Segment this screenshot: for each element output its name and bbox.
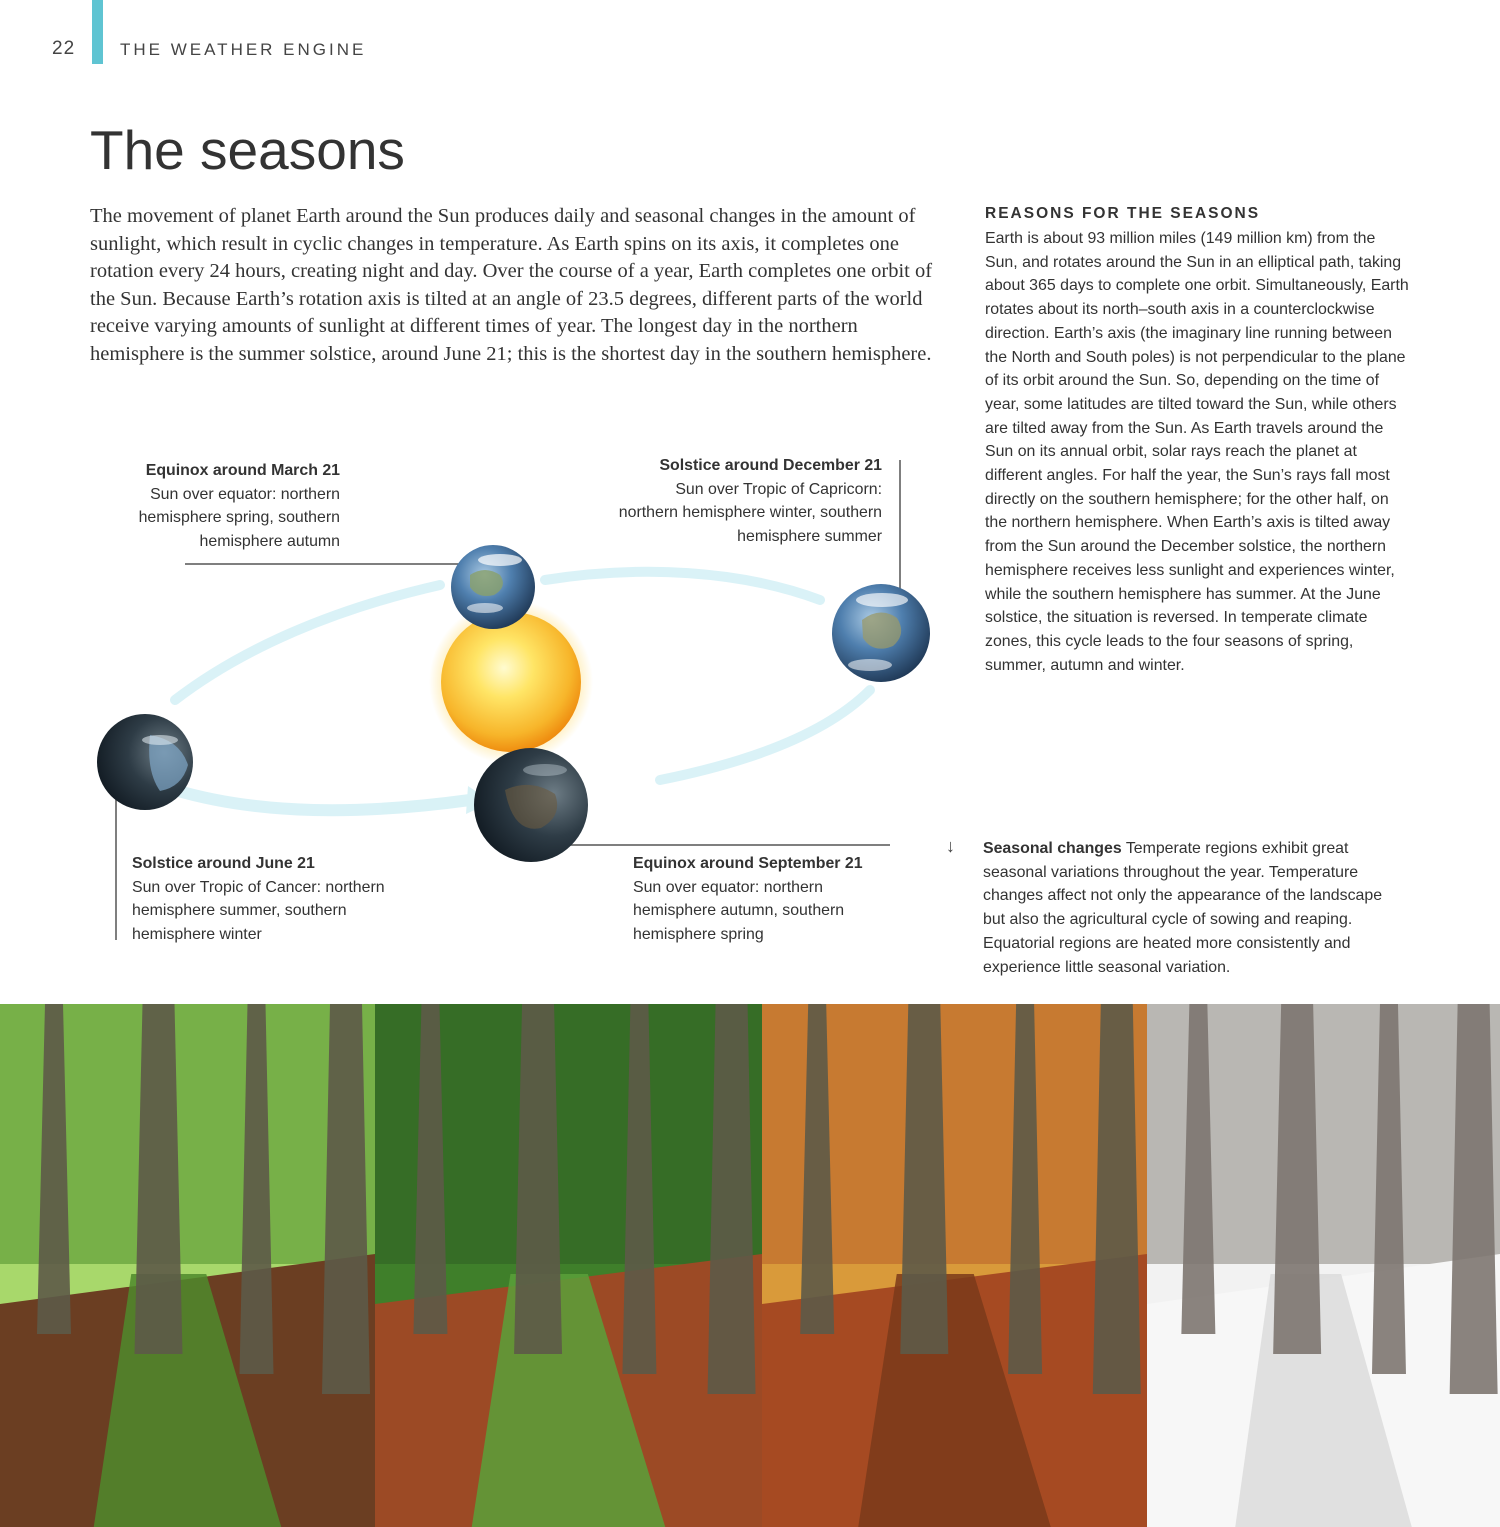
intro-paragraph: The movement of planet Earth around the Sun produces daily and seasonal changes in the amount of sunlight, which result in cyclic changes in temperature. As Earth spins on its axis, it completes one rotation every 24 hours, creating night and day. Over the course of a year, Earth completes one orbit of the Sun. Because Earth’s rotation axis is tilted at an angle of 23.5 degrees, different parts of the world receive varying amounts of sunlight at different times of year. The longest day in the northern hemisphere is the summer solstice, around June 21; this is the shortest day in the southern hemisphere.: [90, 205, 933, 365]
label-june-desc: Sun over Tropic of Cancer: northern hemisphere summer, southern hemisphere winter: [132, 878, 385, 944]
photo-spring: [0, 1004, 375, 1527]
label-september-equinox: [633, 852, 903, 947]
seasonal-photo-strip: [0, 1004, 1500, 1527]
label-june-solstice: [132, 852, 402, 947]
section-label: THE WEATHER ENGINE: [120, 40, 367, 59]
photo-autumn: [762, 1004, 1147, 1527]
earth-june: [97, 714, 193, 810]
earth-september: [474, 748, 588, 862]
earth-december: [832, 584, 930, 682]
label-september-title: Equinox around September 21: [633, 855, 863, 872]
label-march-equinox: [70, 459, 340, 554]
down-arrow-icon: ↓: [946, 836, 955, 856]
sidebar-body: Earth is about 93 million miles (149 million km) from the Sun, and rotates around the Sun in an elliptical path, taking about 365 days to complete one orbit. Simultaneously, Earth rotates about its north–south axis in a counterclockwise direction. Earth’s axis (the imaginary line running between the North and South poles) is not perpendicular to the plane of its orbit around the Sun. So, depending on the time of year, some latitudes are tilted toward the Sun, while others are tilted away from the Sun. As Earth travels around the Sun on its annual orbit, solar rays reach the planet at different angles. For half the year, the Sun’s rays fall most directly on the southern hemisphere; for the other half, on the northern hemisphere. When Earth’s axis is tilted away from the Sun around the December solstice, the northern hemisphere receives less sunlight and experiences winter, while the southern hemisphere has summer. At the June solstice, the situation is reversed. In temperate climate zones, this cycle leads to the four seasons of spring, summer, autumn and winter.: [985, 230, 1409, 674]
label-december-title: Solstice around December 21: [659, 457, 882, 474]
caption-title: Seasonal changes: [983, 840, 1122, 857]
label-june-title: Solstice around June 21: [132, 855, 315, 872]
page-title: The seasons: [90, 119, 405, 181]
label-march-title: Equinox around March 21: [145, 462, 340, 479]
photo-summer: [375, 1004, 762, 1527]
label-march-desc: Sun over equator: northern hemisphere spring, southern hemisphere autumn: [138, 485, 340, 551]
photo-winter: [1147, 1004, 1500, 1527]
label-december-solstice: [612, 454, 882, 549]
caption-text: Temperate regions exhibit great seasonal variations throughout the year. Temperature changes affect not only the appearance of the landscape but also the agricultural cycle of sowing and reaping. Equatorial regions are heated more consistently and experience little seasonal variation.: [983, 840, 1383, 976]
page-number: 22: [52, 38, 76, 59]
earth-march: [451, 545, 535, 629]
seasonal-changes-caption: [983, 837, 1403, 979]
label-december-desc: Sun over Tropic of Capricorn: northern hemisphere winter, southern hemisphere summer: [618, 480, 882, 546]
label-september-desc: Sun over equator: northern hemisphere autumn, southern hemisphere spring: [633, 878, 845, 944]
sidebar-heading: REASONS FOR THE SEASONS: [985, 205, 1261, 222]
